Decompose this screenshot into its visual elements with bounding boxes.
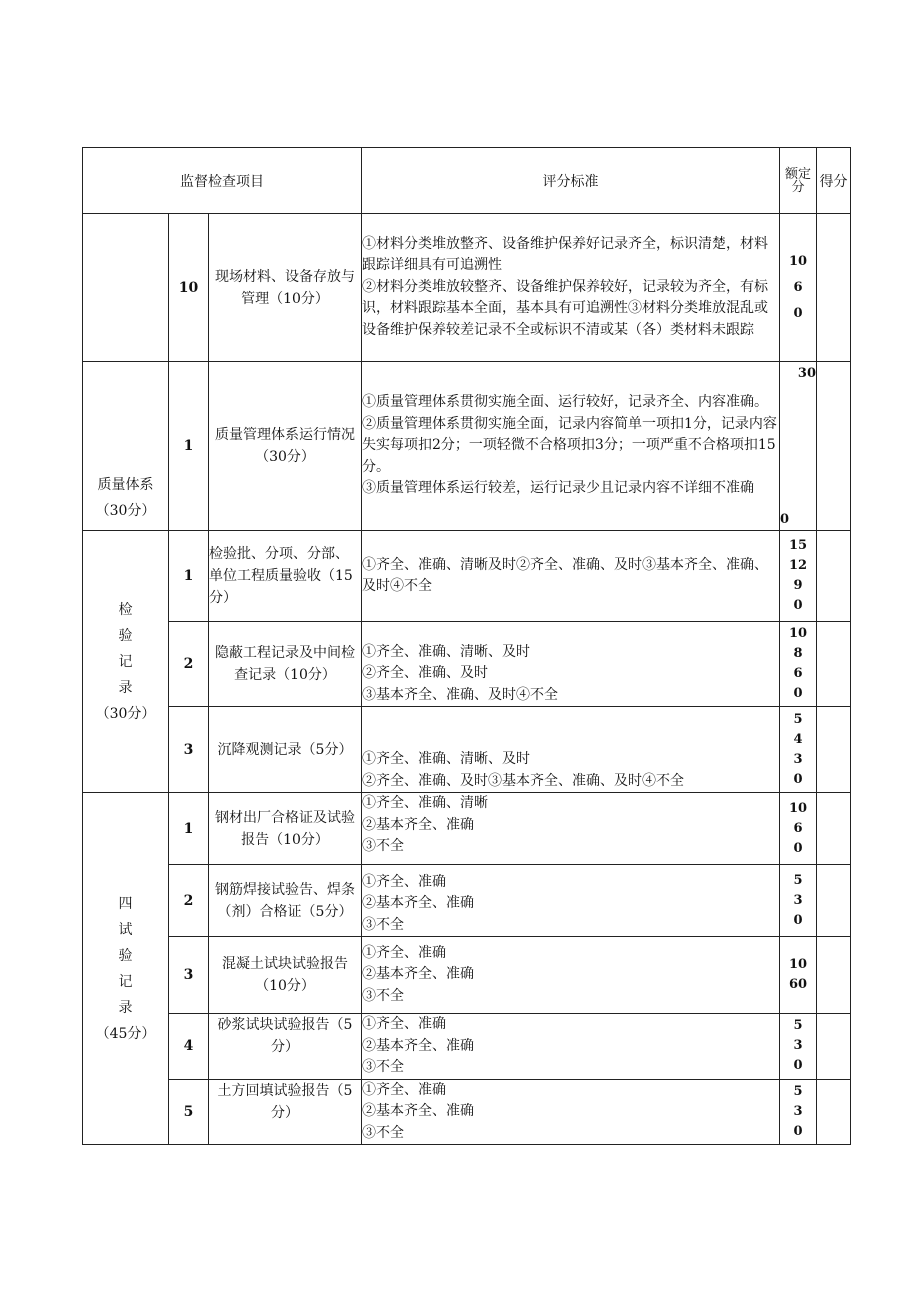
criteria: ①齐全、准确 ②基本齐全、准确 ③不全 [362,1079,780,1145]
row-number: 3 [169,707,209,793]
table-row [83,531,851,622]
category-test-records: 四 试 验 记 录 （45分） [83,793,169,1145]
got-score[interactable] [817,622,851,707]
rated-score: 5 3 0 [780,1014,817,1080]
rated-score: 5 3 0 [780,1079,817,1145]
criteria: ①材料分类堆放整齐、设备维护保养好记录齐全，标识清楚，材料跟踪详细具有可追溯性 ②材料分类堆放较整齐、设备维护保养较好，记录较为齐全，有标识，材料跟踪基本全面，基本具有可追溯性③材料分类堆放混乱或设备维护保养较差记录不全或标识不清或某（各）类材料未跟踪 [362,214,780,362]
check-item: 土方回填试验报告（5分） [209,1079,362,1145]
check-item: 砂浆试块试验报告（5分） [209,1014,362,1080]
row-number: 4 [169,1014,209,1080]
criteria: ①齐全、准确 ②基本齐全、准确 ③不全 [362,937,780,1014]
row-number: 3 [169,937,209,1014]
table-row [83,1014,851,1080]
rated-score: 10 8 6 0 [780,622,817,707]
row-number: 1 [169,531,209,622]
header-standard: 评分标准 [362,148,780,214]
table-row [83,793,851,865]
got-score[interactable] [817,362,851,531]
check-item: 检验批、分项、分部、单位工程质量验收（15分） [209,531,362,622]
table-header-row [83,148,851,214]
rated-score: 30 0 [780,362,817,531]
rated-score: 10 60 [780,937,817,1014]
row-number: 1 [169,362,209,531]
got-score[interactable] [817,865,851,937]
got-score[interactable] [817,1014,851,1080]
criteria: ①齐全、准确、清晰、及时 ②齐全、准确、及时③基本齐全、准确、及时④不全 [362,707,780,793]
rated-score: 10 6 0 [780,793,817,865]
header-got-score: 得分 [817,148,851,214]
check-item: 隐蔽工程记录及中间检查记录（10分） [209,622,362,707]
table-row [83,362,851,531]
header-project: 监督检查项目 [83,148,362,214]
table-row [83,214,851,362]
criteria: ①齐全、准确 ②基本齐全、准确 ③不全 [362,1014,780,1080]
row-number: 5 [169,1079,209,1145]
rated-score: 10 6 0 [780,214,817,362]
inspection-score-table [82,147,851,1145]
got-score[interactable] [817,707,851,793]
table-row [83,937,851,1014]
table-row [83,622,851,707]
criteria: ①质量管理体系贯彻实施全面、运行较好，记录齐全、内容准确。 ②质量管理体系贯彻实施全面，记录内容简单一项扣1分，记录内容失实每项扣2分；一项轻微不合格项扣3分；一项严重不合格项扣15分。 ③质量管理体系运行较差，运行记录少且记录内容不详细不准确 [362,362,780,531]
table-row [83,865,851,937]
got-score[interactable] [817,531,851,622]
rated-score: 5 4 3 0 [780,707,817,793]
rated-score: 15 12 9 0 [780,531,817,622]
check-item: 现场材料、设备存放与管理（10分） [209,214,362,362]
check-item: 钢材出厂合格证及试验报告（10分） [209,793,362,865]
got-score[interactable] [817,214,851,362]
category-inspection-records: 检 验 记 录 （30分） [83,531,169,793]
table-row [83,707,851,793]
check-item: 混凝土试块试验报告（10分） [209,937,362,1014]
criteria: ①齐全、准确、清晰 ②基本齐全、准确 ③不全 [362,793,780,865]
rated-score: 5 3 0 [780,865,817,937]
criteria: ①齐全、准确、清晰、及时 ②齐全、准确、及时 ③基本齐全、准确、及时④不全 [362,622,780,707]
table-row [83,1079,851,1145]
check-item: 质量管理体系运行情况（30分） [209,362,362,531]
category-quality-system: 质量体系（30分） [83,362,169,531]
criteria: ①齐全、准确 ②基本齐全、准确 ③不全 [362,865,780,937]
criteria: ①齐全、准确、清晰及时②齐全、准确、及时③基本齐全、准确、及时④不全 [362,531,780,622]
row-number: 10 [169,214,209,362]
category-cell-empty [83,214,169,362]
got-score[interactable] [817,793,851,865]
header-rated-score: 额定分 [780,148,817,214]
got-score[interactable] [817,1079,851,1145]
check-item: 钢筋焊接试验告、焊条（剂）合格证（5分） [209,865,362,937]
row-number: 2 [169,865,209,937]
row-number: 2 [169,622,209,707]
check-item: 沉降观测记录（5分） [209,707,362,793]
got-score[interactable] [817,937,851,1014]
row-number: 1 [169,793,209,865]
